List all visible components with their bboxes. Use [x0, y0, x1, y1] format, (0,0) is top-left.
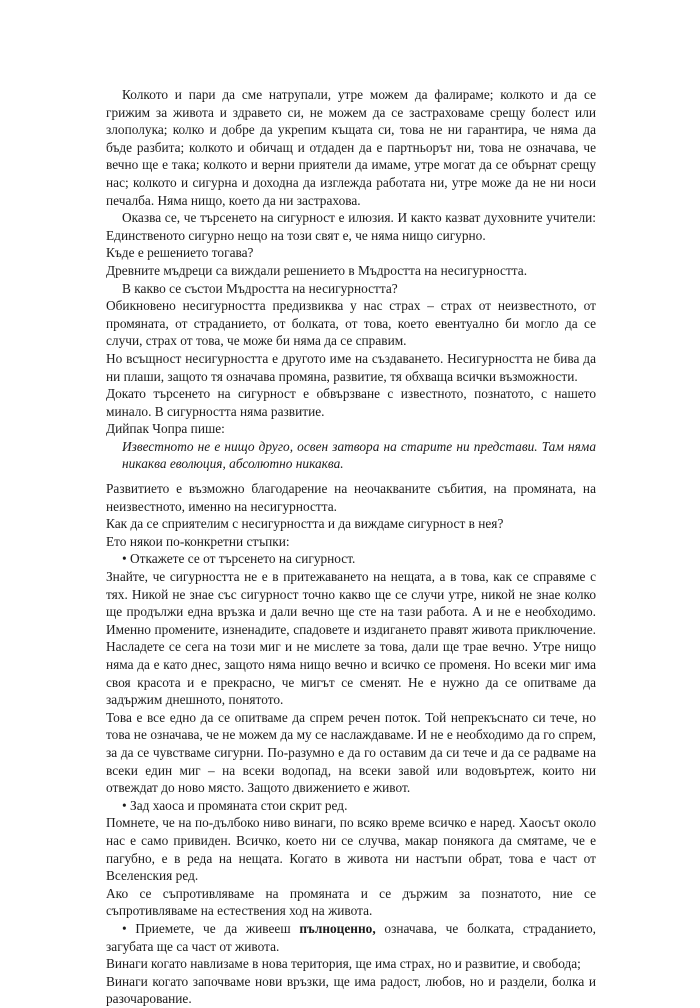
paragraph-fear: Обикновено несигурността предизвиква у нас страх – страх от неизвестното, от промяната, от страданието, от болката, от това, което евентуално би могло да се случи, страх от това, че може би няма да се справим.: [106, 298, 596, 349]
paragraph-new-relationships: Винаги когато започваме нови връзки, ще има радост, любов, но и раздели, болка и разочарование.: [106, 973, 596, 1007]
paragraph-chopra-intro: Дийпак Чопра пише:: [106, 421, 225, 437]
paragraph-resist-change: Ако се съпротивляваме на промяната и се държим за познатото, ние се съпротивляваме на естествения ход на живота.: [106, 885, 596, 919]
paragraph-ancient-sages: Древните мъдреци са виждали решението в Мъдростта на несигурността.: [106, 262, 528, 278]
paragraph-development: Развитието е възможно благодарение на неочакваните събития, на промяната, на неизвестното, именно на несигурността.: [106, 481, 596, 514]
question-solution: Къде е решението тогава?: [106, 245, 254, 261]
bullet-live-fully-pre: • Приемете, че да живееш: [122, 920, 300, 936]
bullet-hidden-order: • Зад хаоса и промяната стои скрит ред.: [122, 797, 348, 813]
paragraph-know-security: Знайте, че сигурността не е в притежаването на нещата, а в това, как се справяме с тях. Никой не знае със сигурност точно какво ще се случи утре, никой не знае колко ще продължи една връзка и дали вечно ще сте на тази работа. А и не е необходимо. Именно промените, изненадите, спадовете и издигането правят живота приключение. Насладете се сега на този миг и не мислете за това, дали ще трае вечно. Утре нищо няма да е като днес, защото няма нищо вечно и всичко се променя. Но всеки миг има своя красота и е прекрасно, че мигът се сменят. Не е нужно да се опитваме да задържим днешното, понятото.: [106, 569, 596, 708]
paragraph-wealth-insecurity: Колкото и пари да сме натрупали, утре можем да фалираме; колкото и да се грижим за живота и здравето си, не можем да се застраховаме срещу болест или злополука; колко и добре да укрепим къщата си, това не ни гарантира, че няма да бъде разбита; колкото и обичащ и отдаден да е партньорът ни, това не означава, че вечно ще е така; колкото и верни приятели да имаме, утре могат да се обърнат срещу нас; колкото и сигурна и доходна да изглежда работата ни, утре може да не ни носи печалба. Няма нищо, което да ни застрахова.: [106, 87, 596, 208]
paragraph-known: Докато търсенето на сигурност е обвързване с известното, познатото, с нашето минало. В сигурността няма развитие.: [106, 386, 596, 419]
chopra-quote: Известното не е нищо друго, освен затвора на старите ни представи. Там няма никаква еволюция, абсолютно никаква.: [122, 438, 596, 472]
bullet-give-up-security: • Откажете се от търсенето на сигурност.: [122, 551, 356, 567]
paragraph-river-stream: Това е все едно да се опитваме да спрем речен поток. Той непрекъснато си тече, но това не означава, че не можем да му се наслаждаваме. И не е необходимо да го спрем, за да се чувстваме сигурни. По-разумно е да го оставим да си тече и да се радваме на всеки един миг – на всеки водопад, на всеки завой или водовъртеж, които ни отвеждат до ново място. Защото движението е живот.: [106, 709, 596, 796]
paragraph-security-illusion: Оказва се, че търсенето на сигурност е илюзия. И както казват духовните учители: Единственото сигурно нещо на този свят е, че няма нищо сигурно.: [106, 210, 596, 243]
question-wisdom: В какво се състои Мъдростта на несигурността?: [122, 280, 398, 296]
bullet-live-fully-bold: пълноценно,: [299, 920, 376, 936]
bullet-live-fully-post: означава, че болката, страданието, загубата ще са част от живота.: [106, 920, 596, 954]
paragraph-steps-intro: Ето някои по-конкретни стъпки:: [106, 533, 290, 549]
paragraph-creation: Но всъщност несигурността е другото име на създаването. Несигурността не бива да ни плаши, защото тя означава промяна, развитие, тя обхваща всички възможности.: [106, 350, 596, 384]
bullet-live-fully: [106, 920, 596, 955]
paragraph-new-territory: Винаги когато навлизаме в нова територия, ще има страх, но и развитие, и свобода;: [106, 956, 581, 972]
question-befriend: Как да се сприятелим с несигурността и да виждаме сигурност в нея?: [106, 516, 504, 532]
paragraph-deeper-level: Помнете, че на по-дълбоко ниво винаги, по всяко време всичко е наред. Хаосът около нас е само привиден. Всичко, което ни се случва, макар понякога да смятаме, че е пагубно, е в реда на нещата. Когато в живота ни настъпи обрат, това е част от Вселенския ред.: [106, 815, 596, 884]
